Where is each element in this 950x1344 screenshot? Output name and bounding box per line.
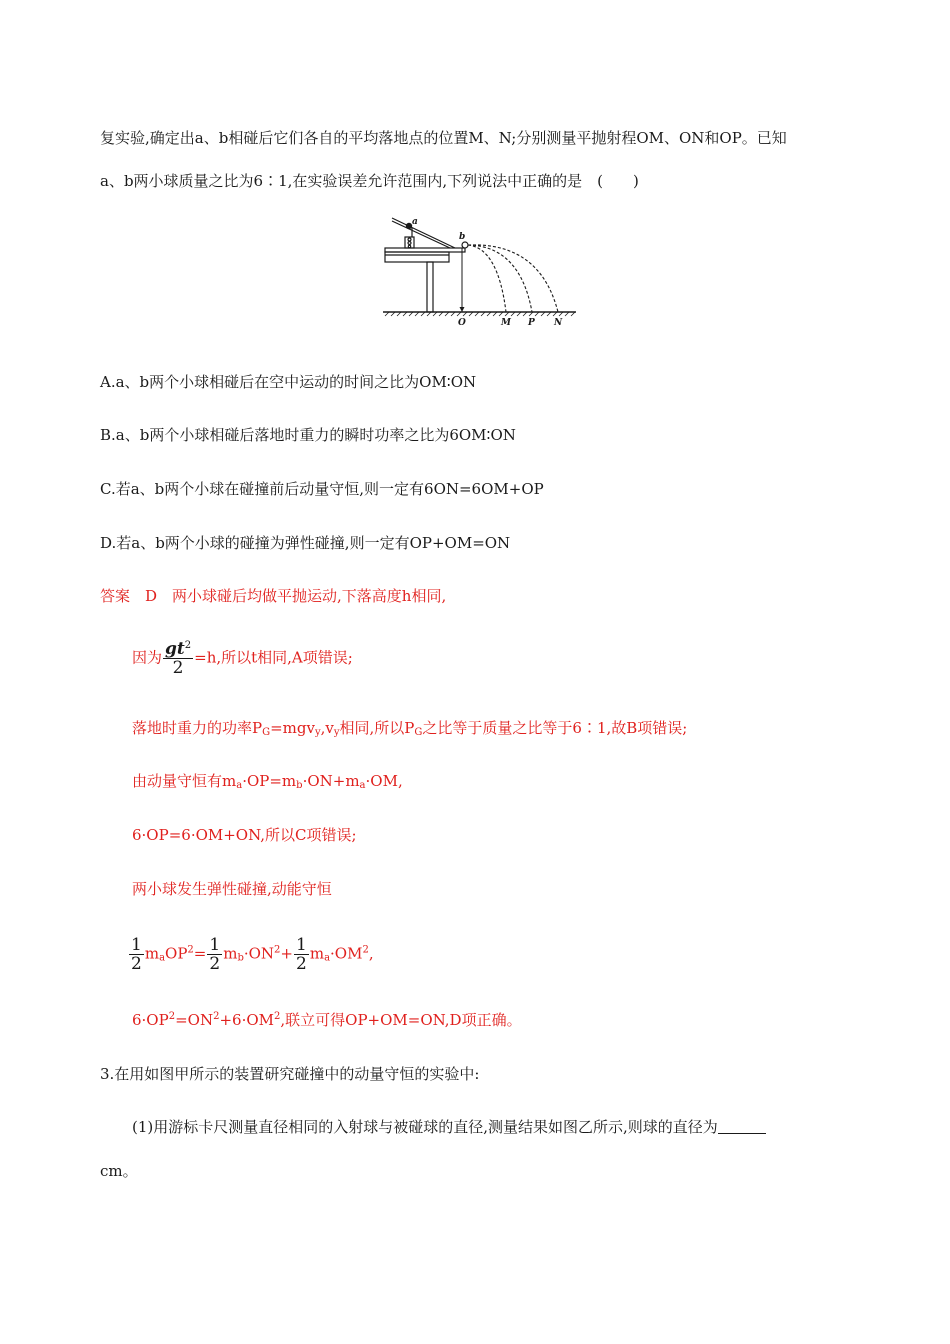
- answer-head: 答案 D 两小球碰后均做平抛运动,下落高度h相同,: [100, 587, 447, 605]
- answer-line-8: $6\cdot OP^2=ON^2+6\cdot OM^2$,联立可得OP+OM=ON,D项正确。: [132, 1011, 522, 1029]
- label-b: b: [459, 232, 466, 242]
- q3-title: 3.在用如图甲所示的装置研究碰撞中的动量守恒的实验中:: [100, 1065, 480, 1083]
- ball-b: [462, 242, 468, 248]
- fraction-gt2-over-2: [163, 640, 193, 677]
- intro-line-1: 复实验,确定出a、b相碰后它们各自的平均落地点的位置M、N;分别测量平抛射程OM、ON和OP。已知: [100, 129, 787, 147]
- answer-line-7: $\frac{1}{2}$ $m_aOP^2=$ $\frac{1}{2}$ $m_b\cdot ON^2+$ $\frac{1}{2}$ $m_a\cdot OM^2$,: [131, 935, 374, 974]
- label-P: P: [528, 318, 535, 328]
- experiment-figure: [380, 212, 580, 330]
- ramp: [392, 218, 455, 248]
- option-d: D.若a、b两个小球的碰撞为弹性碰撞,则一定有OP+OM=ON: [100, 534, 511, 552]
- answer-l2-post: =h,所以t相同,A项错误;: [194, 648, 353, 667]
- q3-part1: [132, 1116, 766, 1138]
- frac-den: 2: [172, 658, 184, 678]
- fraction-half-3: $\frac{1}{2}$: [296, 935, 307, 974]
- option-b: B.a、b两个小球相碰后落地时重力的瞬时功率之比为6OM∶ON: [100, 426, 516, 444]
- answer-l2-pre: 因为: [132, 648, 163, 667]
- fraction-half-2: $\frac{1}{2}$: [209, 935, 221, 974]
- answer-line-2: [132, 640, 353, 677]
- label-M: M: [501, 318, 511, 328]
- option-a: A.a、b两个小球相碰后在空中运动的时间之比为OM∶ON: [100, 373, 477, 391]
- label-N: N: [554, 318, 563, 328]
- label-a: a: [412, 217, 418, 227]
- table: [385, 248, 465, 312]
- option-c: C.若a、b两个小球在碰撞前后动量守恒,则一定有6ON=6OM+OP: [100, 480, 544, 498]
- frac-t: t: [176, 639, 185, 659]
- frac-exp: 2: [184, 640, 192, 651]
- answer-blank[interactable]: [718, 1117, 766, 1134]
- answer-line-6: 两小球发生弹性碰撞,动能守恒: [132, 880, 332, 898]
- q3-part1-end: cm。: [100, 1162, 138, 1180]
- label-O: O: [458, 318, 466, 328]
- plumb-arrow: [460, 307, 465, 312]
- intro-line-2: a、b两小球质量之比为6∶1,在实验误差允许范围内,下列说法中正确的是 ( ): [100, 172, 639, 190]
- q3-part1-text: (1)用游标卡尺测量直径相同的入射球与被碰球的直径,测量结果如图乙所示,则球的直径为: [132, 1118, 718, 1136]
- frac-g: g: [165, 639, 177, 659]
- answer-line-5: 6·OP=6·OM+ON,所以C项错误;: [132, 826, 357, 844]
- trajectories: [468, 245, 558, 312]
- answer-line-3: 落地时重力的功率$P_G=mgv_y,v_y$相同,所以$P_G$之比等于质量之比等于6∶1,故B项错误;: [132, 719, 688, 738]
- fraction-half-1: $\frac{1}{2}$: [131, 935, 142, 974]
- answer-line-4: 由动量守恒有$m_a\cdot OP=m_b\cdot ON+m_a\cdot OM$,: [132, 772, 403, 791]
